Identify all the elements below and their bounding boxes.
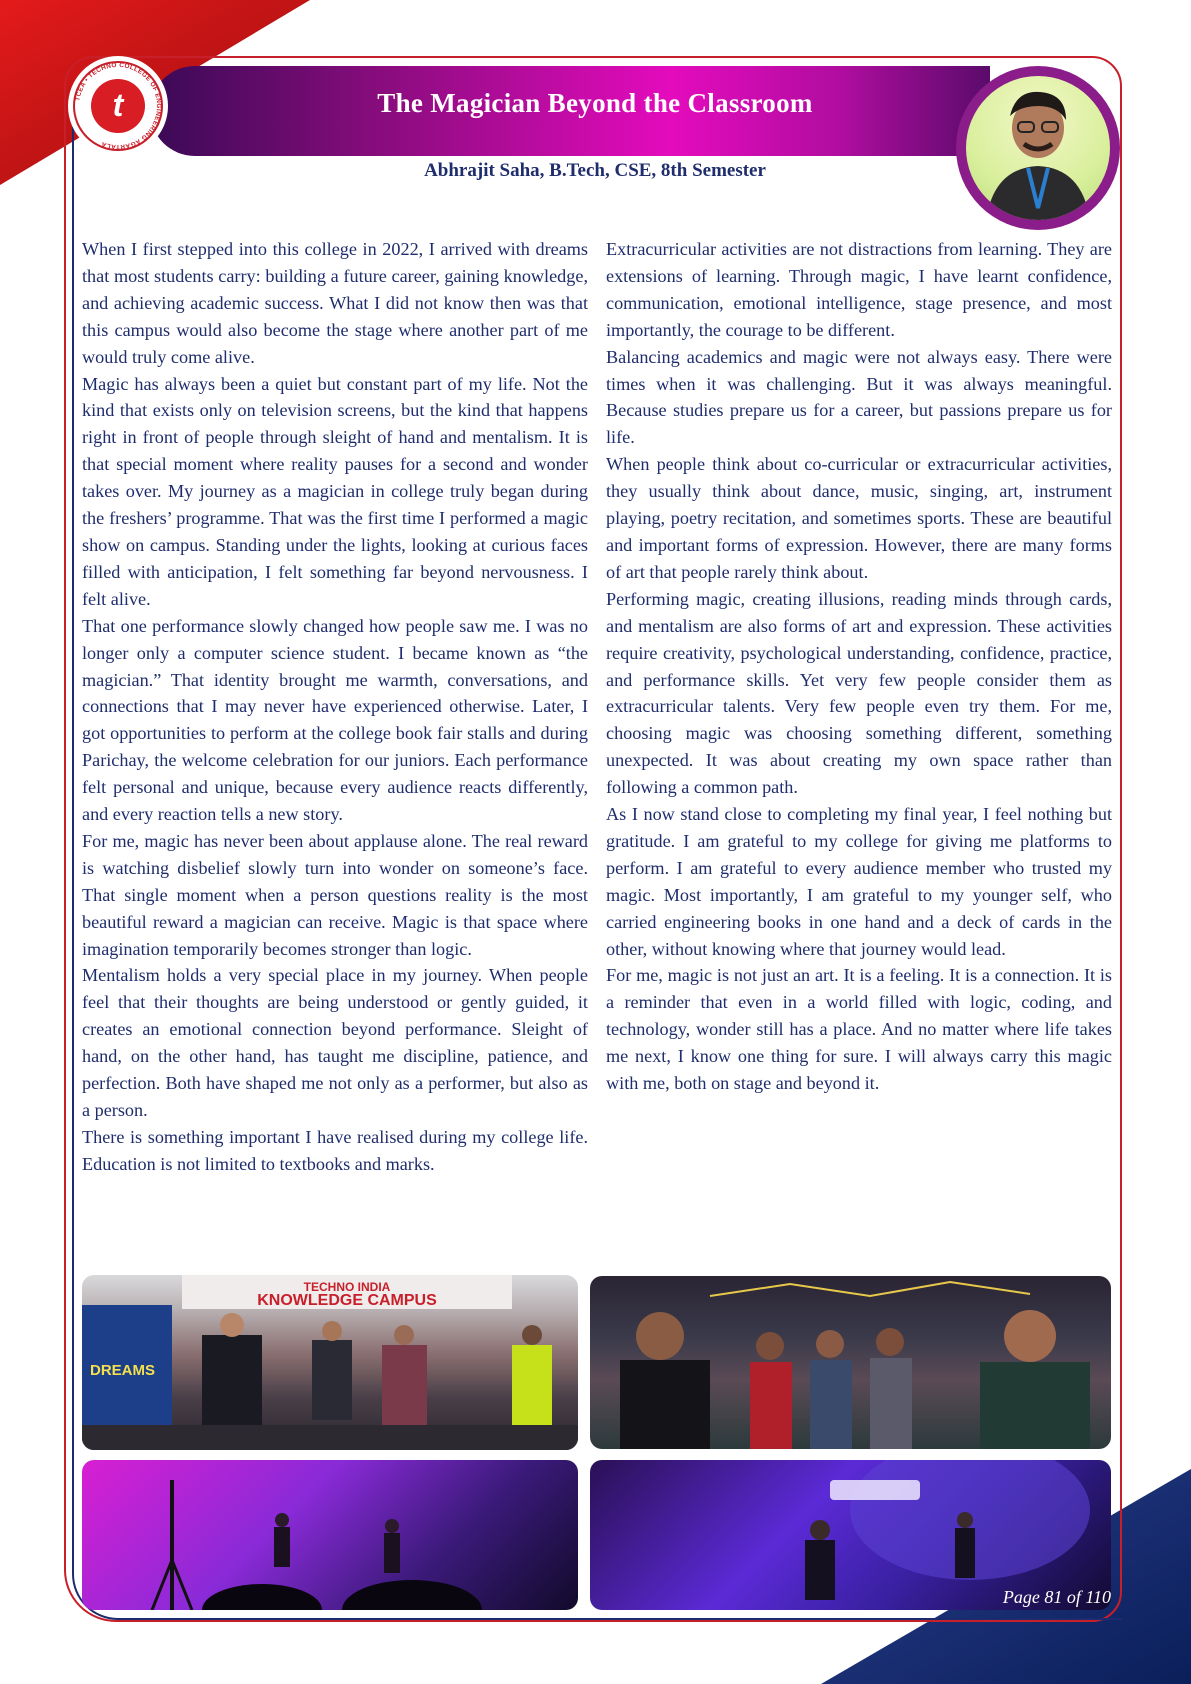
paragraph: Extracurricular activities are not distractions from learning. They are extensions of learning. Through magic, I have learnt confidence, communication, emotional intelligence, stage presence, and most importantly, the courage to be different. (606, 239, 1112, 340)
photo-crowd-performance-image (590, 1276, 1111, 1449)
paragraph: When I first stepped into this college in 2022, I arrived with dreams that most students carry: building a future career, gaining knowledge, and achieving academic success. What I did not know then was that this campus would also become the stage where another part of me would truly come alive. (82, 239, 588, 367)
paragraph: As I now stand close to completing my final year, I feel nothing but gratitude. I am grateful to my college for giving me platforms to perform. I am grateful to every audience member who trusted my magic. Most importantly, I am grateful to my younger self, who carried engineering books in one hand and a deck of cards in the other, without knowing where that journey would lead. (606, 804, 1112, 959)
svg-text:DREAMS: DREAMS (90, 1362, 156, 1379)
article-column-right (606, 236, 1112, 1097)
paragraph: Mentalism holds a very special place in my journey. When people feel that their thoughts are being understood or gently guided, it creates an emotional connection beyond performance. Sleight of hand, on the other hand, has taught me discipline, patience, and perfection. Both have shaped me not only as a performer, but also as a person. (82, 965, 588, 1120)
paragraph: For me, magic is not just an art. It is a feeling. It is a connection. It is a reminder that even in a world filled with logic, coding, and technology, wonder still has a place. And no matter where life takes me next, I know one thing for sure. I will always carry this magic with me, both on stage and beyond it. (606, 965, 1112, 1094)
page-title: The Magician Beyond the Classroom (377, 88, 813, 118)
paragraph: For me, magic has never been about applause alone. The real reward is watching disbelief slowly turn into wonder on someone’s face. That single moment when a person questions reality is the most beautiful reward a magician can receive. Magic is that space where imagination temporarily becomes stronger than logic. (82, 830, 588, 959)
photo-book-fair-stall (82, 1275, 578, 1450)
photo-book-fair-stall-image (82, 1275, 578, 1450)
author-photo (966, 76, 1110, 220)
photo-stage-show-image (82, 1460, 578, 1610)
svg-text:TECHNO INDIA: TECHNO INDIA (303, 1280, 391, 1294)
paragraph: Performing magic, creating illusions, reading minds through cards, and mentalism are also forms of art and expression. These activities require creativity, psychological understanding, confidence, practice, and performance skills. Yet very few people consider them as extracurricular talents. Very few people even try them. For me, choosing magic was choosing something different, something unexpected. It was about creating my own space rather than following a common path. (606, 588, 1112, 798)
svg-text:TCEA • TECHNO COLLEGE OF ENGIN: TCEA • TECHNO COLLEGE OF ENGINEERING AGARTALA (74, 61, 163, 151)
article-column-left (82, 236, 588, 1178)
paragraph: Magic has always been a quiet but constant part of my life. Not the kind that exists only on television screens, but the kind that happens right in front of people through sleight of hand and mentalism. It is that special moment where reality pauses for a second and wonder takes over. My journey as a magician in college truly began during the freshers’ programme. That was the first time I performed a magic show on campus. Standing under the lights, looking at curious faces filled with anticipation, I felt something far beyond nervousness. I felt alive. (82, 373, 588, 609)
author-byline: Abhrajit Saha, B.Tech, CSE, 8th Semester (424, 160, 766, 181)
author-portrait-image (966, 76, 1110, 220)
svg-text:KNOWLEDGE CAMPUS: KNOWLEDGE CAMPUS (257, 1292, 437, 1309)
photo-stage-show (82, 1460, 578, 1610)
college-logo-mark: t (91, 79, 145, 133)
paragraph: When people think about co-curricular or extracurricular activities, they usually think about dance, music, singing, art, instrument playing, poetry recitation, and sometimes sports. These are beautiful and important forms of expression. However, there are many forms of art that people rarely think about. (606, 454, 1112, 582)
paragraph: There is something important I have realised during my college life. Education is not limited to textbooks and marks. (82, 1126, 588, 1174)
photo-crowd-performance (590, 1276, 1111, 1449)
page-number: Page 81 of 110 (1002, 1587, 1111, 1607)
paragraph: That one performance slowly changed how people saw me. I was no longer only a computer science student. I became known as “the magician.” That identity brought me warmth, conversations, and connections that I may never have experienced otherwise. Later, I got opportunities to perform at the college book fair stalls and during Parichay, the welcome celebration for our juniors. Each performance felt personal and unique, because every audience reacts differently, and every reaction tells a new story. (82, 615, 588, 825)
paragraph: Balancing academics and magic were not always easy. There were times when it was challenging. But it was always meaningful. Because studies prepare us for a career, but passions prepare us for life. (606, 346, 1112, 448)
